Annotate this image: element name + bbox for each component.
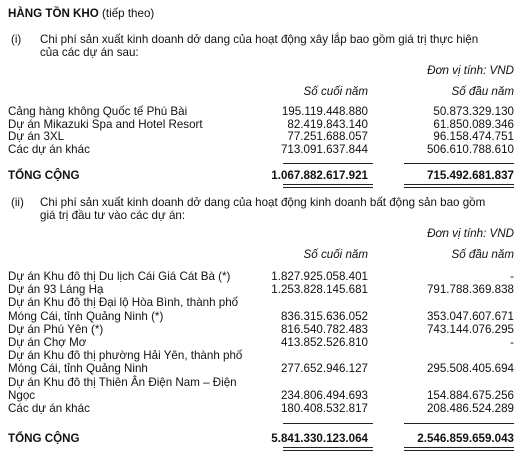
- section-2-total-double-line-start: [404, 447, 514, 451]
- section-1-number: (i): [11, 33, 22, 46]
- table-row-start-value: 50.873.329.130: [433, 105, 514, 118]
- title-suffix: (tiếp theo): [98, 7, 155, 20]
- section-2-col-end: Số cuối năm: [303, 248, 368, 261]
- table-row-start-value: 743.144.076.295: [426, 322, 514, 336]
- section-1-total-end: 1.067.882.617.921: [271, 169, 368, 182]
- table-row-start-value: 61.850.089.346: [433, 117, 514, 131]
- section-1-subtotal-line-end: [283, 163, 373, 164]
- section-1-text-line-1: Chi phí sản xuất kinh doanh dở dang của hoạt động xây lắp bao gồm giá trị thực hiện: [40, 33, 479, 46]
- table-row-end-value: 713.091.637.844: [280, 142, 368, 156]
- section-1-total-label: TỔNG CỘNG: [8, 169, 80, 182]
- table-row-end-value: 413.852.526.810: [280, 336, 368, 349]
- section-2-total-double-line-end: [283, 447, 373, 451]
- table-row-start-value: -: [510, 270, 514, 283]
- table-row-start-value: 154.884.675.256: [426, 388, 514, 402]
- table-row-label: Cảng hàng không Quốc tế Phú Bài: [8, 105, 188, 118]
- section-1-total-double-line-start: [404, 184, 514, 188]
- table-row-end-value: 816.540.782.483: [280, 322, 368, 336]
- table-row-start-value: 96.158.474.751: [433, 130, 514, 143]
- table-row-end-value: 234.806.494.693: [280, 388, 368, 402]
- table-row-start-value: 353.047.607.671: [426, 309, 514, 323]
- table-row-start-value: -: [510, 336, 514, 349]
- section-2-total-start: 2.546.859.659.043: [417, 432, 514, 445]
- table-row-end-value: 1.827.925.058.401: [271, 270, 368, 283]
- table-row-label: Dự án 93 Láng Hạ: [8, 283, 104, 297]
- table-row-label: Dự án Khu đô thị Thiên Ân Điện Nam – Điện: [8, 375, 237, 389]
- section-1-col-start: Số đầu năm: [451, 85, 514, 98]
- table-row-start-value: 208.486.524.289: [426, 402, 514, 415]
- section-2-total-end: 5.841.330.123.064: [271, 432, 368, 445]
- title-bold: HÀNG TỒN KHO: [8, 7, 99, 20]
- table-row-end-value: 277.652.946.127: [280, 362, 368, 376]
- table-row-label: Dự án Mikazuki Spa and Hotel Resort: [8, 117, 203, 131]
- table-row-end-value: 180.408.532.817: [280, 402, 368, 415]
- table-row-label: Dự án Khu đô thị Đại lộ Hòa Bình, thành phố: [8, 296, 239, 310]
- section-2-subtotal-line-end: [283, 423, 373, 424]
- section-2-text-line-2: giá trị đầu tư vào các dự án:: [40, 209, 186, 222]
- page-title: [8, 7, 154, 20]
- section-1-total-start: 715.492.681.837: [426, 169, 514, 182]
- table-row-label: Dự án 3XL: [8, 130, 65, 143]
- table-row-label: Các dự án khác: [8, 142, 90, 156]
- section-1-col-end: Số cuối năm: [303, 85, 368, 98]
- section-1-total-double-line-end: [283, 184, 373, 188]
- table-row-label: Dự án Chợ Mơ: [8, 336, 87, 349]
- table-row-end-value: 836.315.636.052: [280, 309, 368, 323]
- table-row-end-value: 77.251.688.057: [287, 130, 368, 143]
- section-1-subtotal-line-start: [404, 163, 514, 164]
- table-row-end-value: 82.419.843.140: [287, 117, 368, 131]
- table-row-start-value: 506.610.788.610: [426, 142, 514, 156]
- table-row-label: Dự án Khu đô thị Du lịch Cái Giá Cát Bà (*): [8, 270, 231, 283]
- section-2-unit: Đơn vị tính: VND: [427, 227, 514, 240]
- section-2-col-start: Số đầu năm: [451, 248, 514, 261]
- table-row-label: Dự án Phú Yên (*): [8, 322, 104, 336]
- table-row-start-value: 791.788.369.838: [426, 283, 514, 297]
- section-2-total-label: TỔNG CỘNG: [8, 432, 80, 445]
- section-2-subtotal-line-start: [404, 423, 514, 424]
- section-1-unit: Đơn vị tính: VND: [427, 64, 514, 77]
- section-1-text-line-2: của các dự án sau:: [40, 46, 139, 59]
- table-row-label: Móng Cái, tỉnh Quảng Ninh (*): [8, 309, 164, 323]
- section-2-text-line-1: Chi phí sản xuất kinh doanh dở dang của hoạt động kinh doanh bất động sản bao gồm: [40, 196, 486, 209]
- table-row-start-value: 295.508.405.694: [426, 362, 514, 376]
- table-row-end-value: 195.119.448.880: [281, 105, 368, 118]
- table-row-label: Các dự án khác: [8, 402, 90, 415]
- table-row-label: Móng Cái, tỉnh Quảng Ninh: [8, 362, 148, 376]
- table-row-end-value: 1.253.828.145.681: [271, 283, 368, 297]
- table-row-label: Dự án Khu đô thị phường Hải Yên, thành phố: [8, 349, 243, 363]
- section-2-number: (ii): [11, 196, 24, 209]
- table-row-label: Ngọc: [8, 388, 36, 402]
